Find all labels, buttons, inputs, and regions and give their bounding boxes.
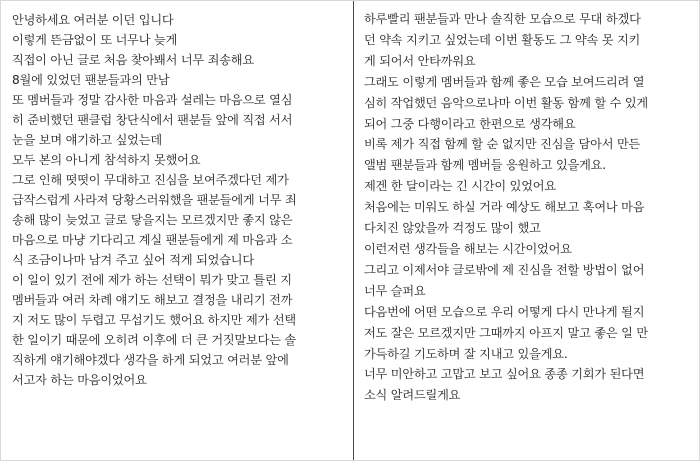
letter-line: 소식 알려드릴게요 — [363, 388, 461, 403]
letter-left-column — [1, 1, 353, 460]
letter-line: 직접이 아닌 글로 처음 찾아봬서 너무 죄송해요 — [12, 53, 254, 67]
letter-line: 심히 작업했던 음악으로나마 이번 활동 함께 할 수 있게 — [363, 95, 648, 110]
letter-line: 저도 잘은 모르겠지만 그때까지 아프지 말고 좋은 일 만 — [363, 325, 648, 340]
letter-line: 하루빨리 팬분들과 만나 솔직한 모습으로 무대 하겠다 — [363, 12, 641, 26]
letter-line: 이 일이 있기 전에 제가 하는 선택이 뭐가 맞고 틀린 지 — [12, 273, 292, 287]
letter-line: 앨범 팬분들과 함께 멤버들 응원하고 있을게요. — [363, 158, 606, 173]
letter-line: 안녕하세요 여러분 이던 입니다 — [12, 13, 174, 27]
letter-line: 마음으로 마냥 기다리고 계실 팬분들에게 제 마음과 소 — [12, 233, 293, 247]
letter-line: 너무 슬퍼요 — [363, 283, 426, 298]
letter-line: 다치진 않았을까 걱정도 많이 했고 — [363, 221, 541, 236]
letter-line: 한 일이기 때문에 오히려 이후에 더 큰 거짓말보다는 솔 — [12, 333, 297, 347]
letter-line: 가득하길 기도하며 잘 지내고 있을게요. — [363, 346, 568, 361]
letter-line: 그로 인해 떳떳이 무대하고 진심을 보여주겠다던 제가 — [12, 173, 289, 187]
letter-line: 이런저런 생각들을 해보는 시간이었어요 — [363, 241, 572, 256]
letter-line: 제겐 한 달이라는 긴 시간이 있었어요 — [363, 179, 556, 194]
letter-line: 너무 미안하고 고맙고 보고 싶어요 종종 기회가 된다면 — [363, 367, 645, 382]
letter-line: 모두 본의 아니게 참석하지 못했어요 — [12, 153, 201, 167]
letter-line: 송해 많이 늦었고 글로 닿을지는 모르겠지만 좋지 않은 — [12, 213, 293, 227]
letter-line: 되어 그중 다행이라고 한편으로 생각해요 — [363, 116, 576, 131]
letter-line: 그래도 이렇게 멤버들과 함께 좋은 모습 보여드리려 열 — [363, 74, 645, 89]
letter-line: 던 약속 지키고 싶었는데 이번 활동도 그 약속 못 지키 — [363, 32, 641, 47]
letter-line: 눈을 보며 얘기하고 싶었는데 — [12, 133, 162, 147]
letter-line: 또 멤버들과 정말 감사한 마음과 설레는 마음으로 열심 — [12, 93, 293, 107]
letter-line: 지 저도 많이 두렵고 무섭기도 했어요 하지만 제가 선택 — [12, 313, 297, 327]
letter-line: 이렇게 뜬금없이 또 너무나 늦게 — [12, 33, 178, 47]
letter-right-column — [354, 1, 699, 460]
letter-line: 식 조금이나마 남겨 주고 싶어 적게 되었습니다 — [12, 253, 254, 267]
letter-line: 처음에는 미워도 하실 거라 예상도 해보고 혹여나 마음 — [363, 200, 645, 215]
letter-line: 비록 제가 직접 함께 할 순 없지만 진심을 담아서 만든 — [363, 137, 641, 152]
letter-line: 서고자 하는 마음이었어요 — [12, 373, 147, 387]
letter-line: 급작스럽게 사라져 당황스러워했을 팬분들에게 너무 죄 — [12, 193, 297, 207]
letter-line: 8월에 있었던 팬분들과의 만남 — [12, 73, 170, 87]
letter-line: 멤버들과 여러 차례 얘기도 해보고 결정을 내리기 전까 — [12, 293, 293, 307]
letter-line: 그리고 이제서야 글로밖에 제 진심을 전할 방법이 없어 — [363, 262, 645, 277]
letter-line: 직하게 얘기해야겠다 생각을 하게 되었고 여러분 앞에 — [12, 353, 289, 367]
letter-line: 히 준비했던 팬클럽 창단식에서 팬분들 앞에 직접 서서 — [12, 113, 293, 127]
letter-line: 게 되어서 안타까워요 — [363, 53, 476, 68]
letter-line: 다음번에 어떤 모습으로 우리 어떻게 다시 만나게 될지 — [363, 304, 645, 319]
